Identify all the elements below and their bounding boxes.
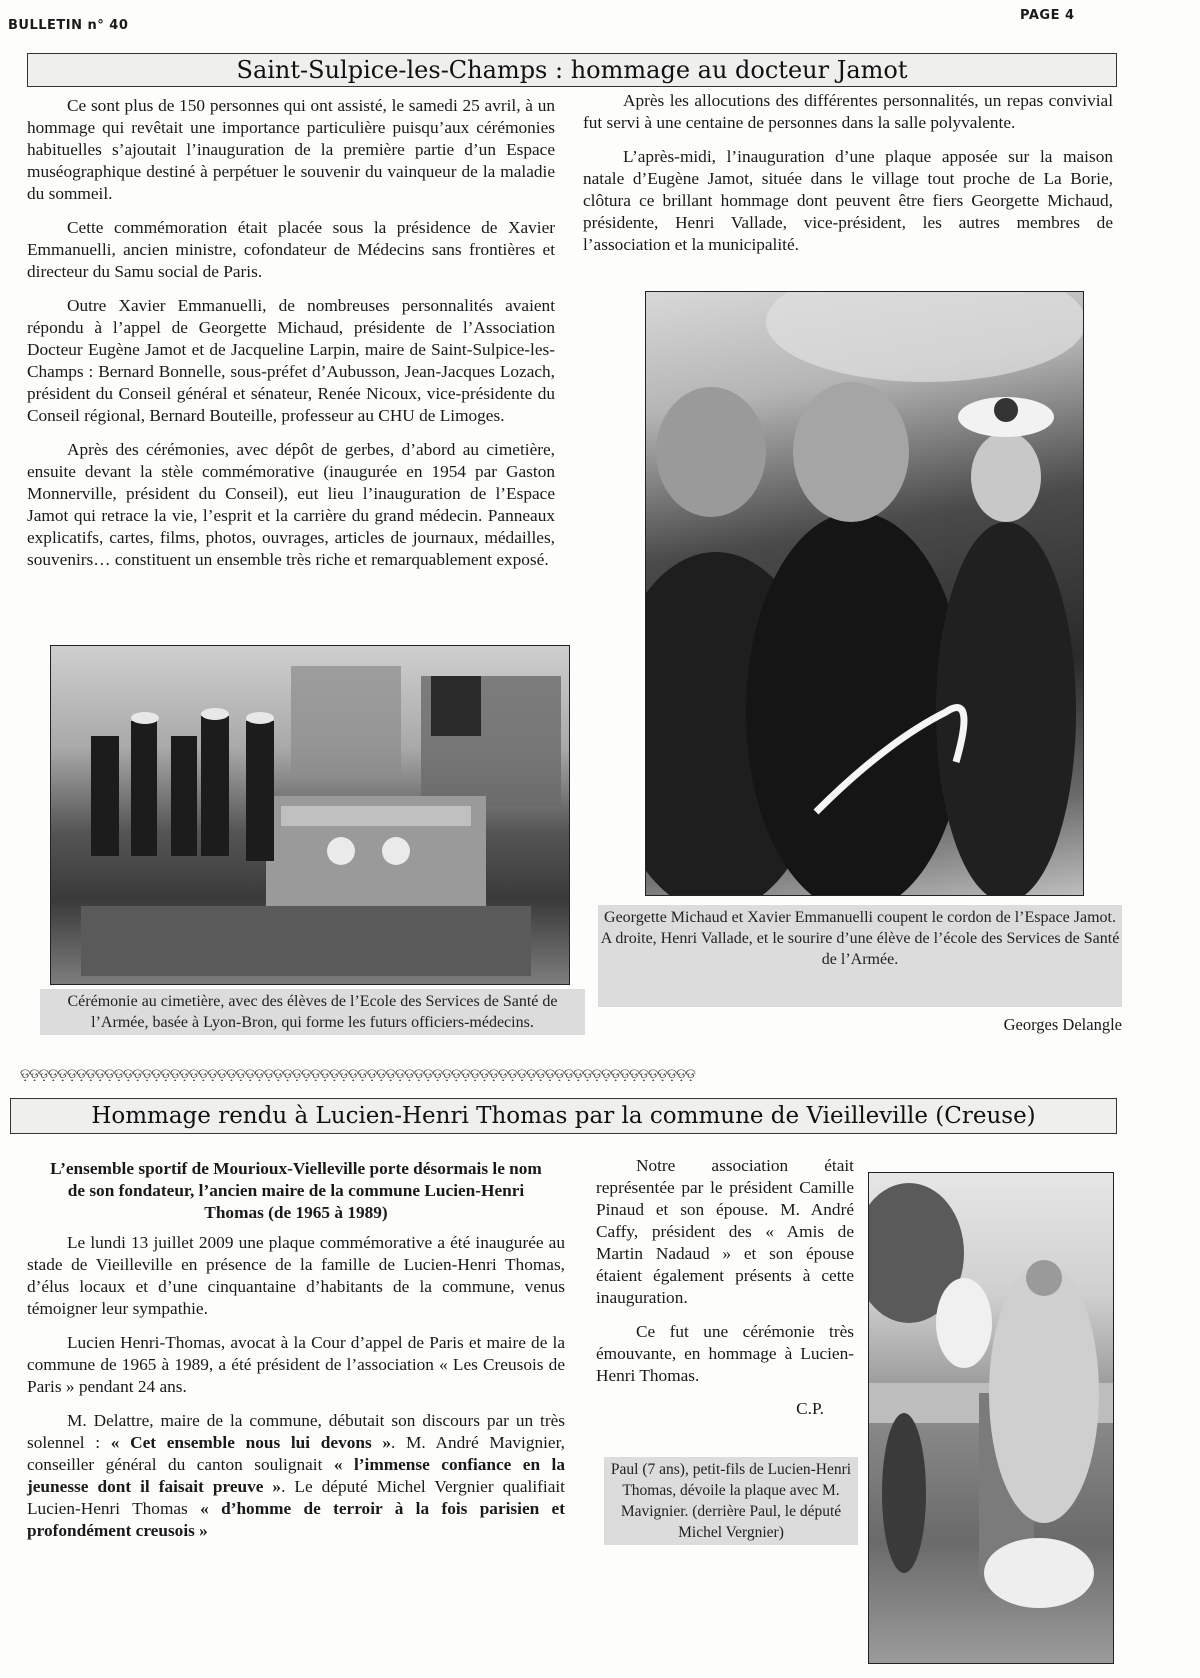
- article1-left-column: [27, 95, 555, 583]
- ribbon-cutting-photo: [645, 291, 1084, 896]
- page-number: PAGE 4: [1020, 8, 1075, 23]
- article1-signature: Georges Delangle: [1003, 1015, 1122, 1034]
- article1-paragraph: Cette commémoration était placée sous la présidence de Xavier Emmanuelli, ancien ministre, cofondateur de Médecins sans frontières et directeur du Samu social de Paris.: [27, 218, 555, 281]
- plaque-photo-caption: Paul (7 ans), petit-fils de Lucien-Henri Thomas, dévoile la plaque avec M. Mavignier. (derrière Paul, le député Michel Vergnier): [604, 1457, 858, 1545]
- article2-quote: « d’homme de terroir à la fois parisien et profondément creusois »: [27, 1499, 565, 1540]
- article2-quote: « l’immense confiance en la jeunesse dont il faisait preuve »: [27, 1455, 565, 1496]
- article2-paragraph: Notre association était représentée par le président Camille Pinaud et son épouse. M. André Caffy, président des « Amis de Martin Nadaud » et son épouse étaient également présents à cette inauguration.: [596, 1156, 854, 1307]
- article2-signature: C.P.: [796, 1399, 824, 1418]
- article2-text: M. Delattre, maire de la commune, débutait son discours par un très solennel :: [27, 1411, 565, 1452]
- article1-paragraph: Après des cérémonies, avec dépôt de gerbes, d’abord au cimetière, ensuite devant la stèle commémorative (inaugurée en 1954 par Gaston Monnerville, président du Conseil), eut lieu l’inauguration de l’Espace Jamot qui retrace la vie, l’esprit et la carrière du grand médecin. Panneaux explicatifs, cartes, films, photos, ouvrages, articles de journaux, médailles, souvenirs… constituent un ensemble très riche et remarquablement exposé.: [27, 440, 555, 569]
- plaque-unveiling-photo: [868, 1172, 1114, 1664]
- article2-lead: L’ensemble sportif de Mourioux-Vielleville porte désormais le nom de son fondateur, l’ancien maire de la commune Lucien-Henri Thomas (de 1965 à 1989): [50, 1159, 542, 1222]
- article2-paragraph: Le lundi 13 juillet 2009 une plaque commémorative a été inaugurée au stade de Vieilleville en présence de la famille de Lucien-Henri Thomas, d’élus locaux et d’une cinquantaine d’habitants de la commune, venus témoigner leur sympathie.: [27, 1233, 565, 1318]
- cemetery-photo-caption: Cérémonie au cimetière, avec des élèves de l’Ecole des Services de Santé de l’Armée, basée à Lyon-Bron, qui forme les futurs officiers-médecins.: [40, 989, 585, 1035]
- article2-text: . Le député Michel Vergnier qualifiait Lucien-Henri Thomas: [27, 1477, 565, 1518]
- article2-paragraph-quotes: [27, 1410, 565, 1542]
- article2-title: [10, 1098, 1117, 1134]
- article1-paragraph: Outre Xavier Emmanuelli, de nombreuses personnalités avaient répondu à l’appel de Georgette Michaud, présidente de l’Association Docteur Eugène Jamot et de Jacqueline Larpin, maire de Saint-Sulpice-les-Champs : Bernard Bonnelle, sous-préfet d’Aubusson, Jean-Jacques Lozach, président du Conseil général et sénateur, Renée Nicoux, vice-présidente du Conseil régional, Bernard Bouteille, professeur au CHU de Limoges.: [27, 296, 555, 425]
- ribbon-caption-line: A droite, Henri Vallade, et le sourire d’une élève de l’école des Services de Santé de l’Armée.: [600, 930, 1120, 968]
- article2-left-column: [27, 1158, 565, 1554]
- article1-paragraph: Ce sont plus de 150 personnes qui ont assisté, le samedi 25 avril, à un hommage qui revêtait une importance particulière puisqu’aux cérémonies habituelles s’ajoutait l’inauguration de la première partie d’un Espace muséographique destiné à perpétuer le souvenir du vainqueur de la maladie du sommeil.: [27, 96, 555, 203]
- ribbon-scene-illustration: [646, 292, 1083, 895]
- article1-title: [27, 53, 1117, 87]
- cemetery-scene-illustration: [51, 646, 569, 984]
- ribbon-photo-caption: [598, 905, 1122, 1007]
- article2-paragraph: Ce fut une cérémonie très émouvante, en hommage à Lucien-Henri Thomas.: [596, 1322, 854, 1385]
- article2-middle-column: [596, 1155, 854, 1419]
- article1-paragraph: Après les allocutions des différentes personnalités, un repas convivial fut servi à une centaine de personnes dans la salle polyvalente.: [583, 91, 1113, 132]
- ornamental-divider: ଡ଼ଡ଼ଡ଼ଡ଼ଡ଼ଡ଼ଡ଼ଡ଼ଡ଼ଡ଼ଡ଼ଡ଼ଡ଼ଡ଼ଡ଼ଡ଼ଡ଼ଡ଼ଡ଼ଡ଼ଡ଼ଡ଼ଡ଼ଡ଼ଡ଼ଡ଼ଡ଼ଡ଼ଡ଼ଡ଼ଡ଼ଡ଼ଡ଼ଡ଼ଡ଼ଡ଼ଡ଼ଡ଼ଡ଼ଡ଼ଡ଼ଡ଼ଡ଼ଡ଼ଡ଼ଡ଼ଡ଼ଡ଼ଡ଼ଡ଼ଡ଼ଡ଼ଡ଼ଡ଼ଡ଼ଡ଼ଡ଼ଡ଼ଡ଼ଡ଼ଡ଼ଡ଼ଡ଼ଡ଼ଡ଼ଡ଼ଡ଼ଡ଼ଡ଼ଡ଼ଡ଼ଡ଼: [20, 1066, 695, 1082]
- article1-right-column: [583, 90, 1113, 268]
- bulletin-number: BULLETIN n° 40: [8, 18, 129, 33]
- cemetery-ceremony-photo: [50, 645, 570, 985]
- article1-paragraph: L’après-midi, l’inauguration d’une plaque apposée sur la maison natale d’Eugène Jamot, située dans le village tout proche de La Borie, clôtura ce brillant hommage dont peuvent être fiers Georgette Michaud, présidente, Henri Vallade, vice-président, les autres membres de l’association et la municipalité.: [583, 147, 1113, 254]
- article2-quote: « Cet ensemble nous lui devons »: [110, 1433, 392, 1452]
- plaque-scene-illustration: [869, 1173, 1113, 1663]
- article2-paragraph: Lucien Henri-Thomas, avocat à la Cour d’appel de Paris et maire de la commune de 1965 à 1989, a été président de l’association « Les Creusois de Paris » pendant 24 ans.: [27, 1333, 565, 1396]
- article2-text: . M. André Mavignier, conseiller général du canton soulignait: [27, 1433, 565, 1474]
- article2-title-text: Hommage rendu à Lucien-Henri Thomas par la commune de Vieilleville (Creuse): [91, 1103, 1036, 1129]
- article1-title-text: Saint-Sulpice-les-Champs : hommage au docteur Jamot: [236, 56, 908, 84]
- ribbon-caption-line: Georgette Michaud et Xavier Emmanuelli coupent le cordon de l’Espace Jamot.: [604, 909, 1116, 926]
